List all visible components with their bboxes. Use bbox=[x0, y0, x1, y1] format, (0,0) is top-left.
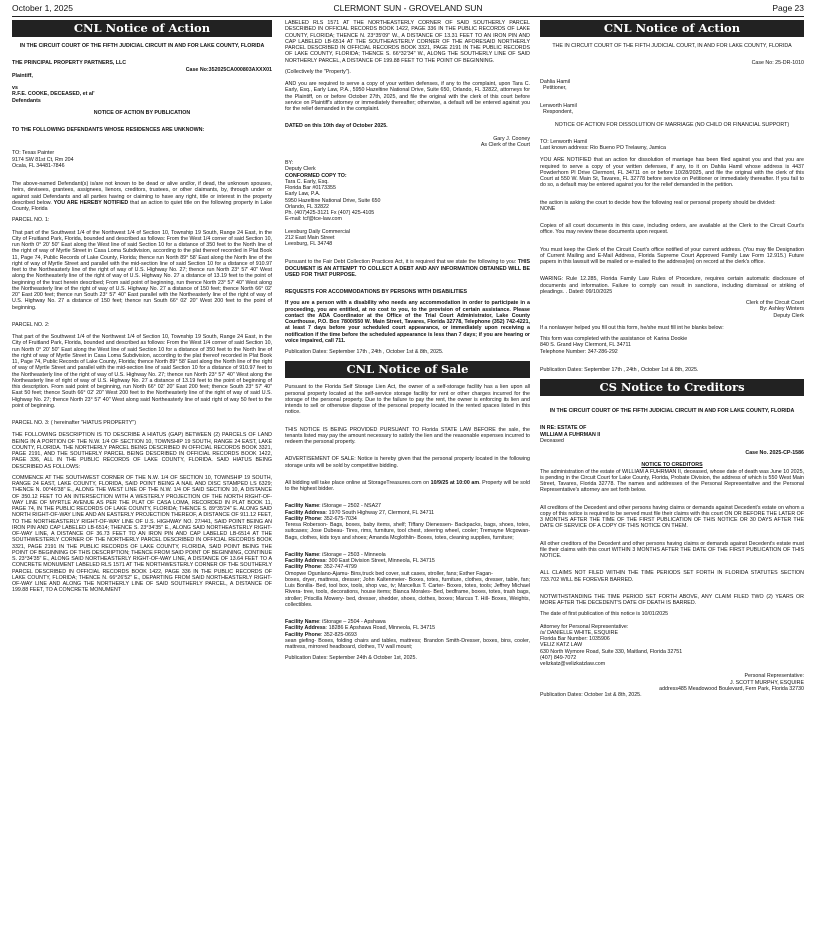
paragraph: the action is asking the court to decide how the following real or personal property should be divided: bbox=[540, 199, 776, 206]
paragraph: YOU ARE NOTIFIED that an action for dissolution of marriage has been filed against you and that you are required to serve a copy of your written defenses, if any, to it on Dahlia Hamil whose address is 4437 Powderhorn Pl Drive Clermont, FL 34711 on or before 10/28/2025, and file the original with the clerk of this Court at 550 W. Main St, Tavares, FL 32778 before service on Petitioner or immediately thereafter. If you fail to do so, a default may be entered against you for the relief demanded in the petition. bbox=[540, 157, 804, 189]
case-number: Case No: 25-DR-1010 bbox=[751, 60, 804, 67]
attorney-line: Florida Bar Number: 1035906 bbox=[540, 636, 610, 642]
ada-title: REQUESTS FOR ACCOMMODATIONS BY PERSONS WITH DISABILITIES bbox=[285, 289, 468, 295]
address-line: Orlando, FL 32822 bbox=[285, 203, 329, 210]
address-line: Early Law, P.A. bbox=[285, 191, 321, 198]
publication-dates: Publication Dates: September 17th , 24th , October 1st & 8th, 2025. bbox=[285, 349, 444, 355]
attorney-line: (407) 849-7072 bbox=[540, 654, 577, 661]
tenant-list: Teresa Roberson- Bags, boxes, baby items, shelf; Tiffany Dienessen- Backpacks, bags, shoes, totes, suitcases; Jose Dubeau- Tires, rims, furniture, tool chest, steering wheel, cooler; Tremayne Mcgowan- Bags, clothes, kids toys and shoes; Amanda Mcglothlin- Boxes, totes, cleaning supplies, furniture; bbox=[285, 522, 530, 541]
attorney-line: 630 North Wymore Road, Suite 330, Maitland, Florida 32751 bbox=[540, 648, 683, 655]
attorney-line: VELIZ KATZ LAW bbox=[540, 642, 583, 649]
parcel-heading: PARCEL NO. 2: bbox=[12, 321, 50, 328]
paragraph: ADVERTISEMENT OF SALE: Notice is hereby given that the personal property located in the following storage units will be sold by competitive bidding. bbox=[285, 456, 530, 469]
paragraph: The above-named Defendant(s) is/are not known to be dead or alive and/or, if dead, the unknown spouses, heirs, devisees, grantees, assignees, lienors, creditors, trustees, or other claimants, by, through under or against said Defendants and all parties having or claiming to have any right, title or interest in the property described below. YOU ARE HEREBY NOTIFIED that an action to quiet title on the following property in Lake County, Florida bbox=[12, 181, 272, 212]
to-address-line: Ocala, FL 34481-7846 bbox=[12, 162, 65, 169]
court-heading: IN THE CIRCUIT COURT OF THE FIFTH JUDICIAL CIRCUIT IN AND FOR LAKE COUNTY, FLORIDA bbox=[19, 43, 265, 49]
clerk-line: Clerk of the Circuit Court bbox=[746, 300, 804, 306]
signer-title: As Clerk of the Court bbox=[480, 141, 530, 148]
address-line: Leesburg Daily Commercial bbox=[285, 228, 351, 235]
attorney-line: Attorney for Personal Representative: bbox=[540, 623, 629, 630]
address-line: 5950 Hazeltine National Drive, Suite 650 bbox=[285, 197, 381, 204]
facility-address: Facility Address: 18286 E Apshawa Road, Minneola, FL 34715 bbox=[285, 625, 436, 632]
notice-of-action-banner: CNL Notice of Action bbox=[12, 20, 272, 37]
dated-line: DATED on this 10th day of October 2025. bbox=[285, 123, 388, 130]
parcel-text: THE FOLLOWING DESCRIPTION IS TO DESCRIBE A HIATUS (GAP) BETWEEN (2) PARCELS OF LAND BEING IN A PORTION OF THE N.W. 1/4 OF SECTION 10, TOWNSHIP 19 SOUTH, RANGE 24 EAST, LAKE COUNTY, FLORIDA. THE NORTHERLY PARCEL BEING DESCRIBED IN OFFICIAL RECORDS BOOK 3321, PAGE 2191, AND THE SOUTHERLY PARCEL BEING DESCRIBED IN OFFICIAL RECORDS BOOK 1422, PAGE 336, ALL IN THE PUBLIC RECORDS OF LAKE COUNTY, FLORIDA. SAID HIATUS BEING DESCRIBED AS FOLLOWS: bbox=[12, 432, 272, 470]
address-line: Ph. (407)425-3121 Fx (407) 425-4105 bbox=[285, 210, 375, 216]
paragraph: AND you are required to serve a copy of your written defenses, if any to the complaint, upon Tara C. Early, Esq., Early Law, P.A., 5950 Hazeltine National Drive, Suite 650, Orlando, FL 32822, attorneys for the Plaintiff, on or before October 27th, 2025, and file the original with the clerk of this court before service on Plaintiff's attorney or immediately thereafter; otherwise, a default will be entered against you for the relief demanded in the complaint. bbox=[285, 81, 530, 112]
header-rule bbox=[12, 16, 804, 17]
facility-address: Facility Address: 1970 South Highway 27, Clermont, FL 34711 bbox=[285, 509, 435, 516]
deceased-label: Deceased bbox=[540, 437, 564, 444]
first-publication: The date of first publication of this notice is 10/01/2025 bbox=[540, 611, 669, 618]
paragraph: All bidding will take place online at StorageTreasures.com on 10/9/25 at 10:00 am. Property will be sold to the highest bidder. bbox=[285, 479, 531, 492]
address-line: Tara C. Early, Esq. bbox=[285, 178, 329, 185]
petitioner-label: Petitioner, bbox=[543, 84, 567, 91]
by-line: By: Ashley Winters bbox=[759, 306, 804, 313]
paragraph: All creditors of the Decedent and other persons having claims or demands against Decedent's estate on whom a copy of this notice is required to be served must file their claims with this court ON OR BEFORE THE LATER OF 3 MONTHS AFTER THE TIME OF THE FIRST PUBLICATION OF THIS NOTICE OR 30 DAYS AFTER THE DATE OF SERVICE OF A COPY OF THIS NOTICE ON THEM. bbox=[540, 504, 804, 530]
column-3 bbox=[540, 20, 804, 698]
publication-dates: Publication Dates: September 24th & October 1st, 2025. bbox=[285, 655, 417, 662]
defendants-label: Defendants bbox=[12, 97, 41, 104]
decedent-name: WILLIAM A FUHRMAN II bbox=[540, 431, 601, 438]
paragraph: (Collectively the "Property"). bbox=[285, 68, 351, 75]
by-line: BY: bbox=[285, 160, 294, 166]
facility-phone: Facility Phone: 352-675-7034 bbox=[285, 515, 357, 522]
notice-of-sale-banner: CNL Notice of Sale bbox=[285, 361, 530, 378]
paragraph: LABELED RLS 1571 AT THE NORTHEASTERLY CORNER OF SAID SOUTHERLY PARCEL DESCRIBED IN OFFICIAL RECORDS BOOK 1422, PAGE 336 IN THE PUBLIC RECORDS OF LAKE COUNTY, FLORIDA; THENCE N. 23°35'09" W., A DISTANCE OF 13.31 FEET TO AN IRON PIN AND CAP LABELED LB-6514 AT THE SOUTHEASTERLY CORNER OF THE AFORESAID NORTHERLY PARCEL DESCRIBED IN OFFICIAL RECORDS BOOK 3321, PAGE 2191 IN THE PUBLIC RECORDS OF LAKE COUNTY, FLORIDA; THENCE S. 66°32'34" W., ALONG THE SOUTHERLY LINE OF SAID NORTHERLY PARCEL, A DISTANCE OF 199.88 FEET TO THE POINT OF BEGINNING. bbox=[285, 20, 530, 64]
publication-dates: Publication Dates: October 1st & 8th, 2025. bbox=[540, 692, 642, 698]
personal-rep-name: J. SCOTT MURPHY, ESQUIRE bbox=[730, 679, 804, 686]
facility-address: Facility Address: 300 East Division Street, Minneola, FL 34715 bbox=[285, 558, 435, 564]
paragraph: You must keep the Clerk of the Circuit Court's office notified of your current address. (You may file Designation of Current Mailing and E-Mail Address, Florida Supreme Court Approved Family Law Form 12.915.) Future papers in this lawsuit will be mailed or e-mailed to the address(es) on record at the clerk's office. bbox=[540, 246, 804, 265]
last-known-address: Last known address: Rio Bueno PO Trelawny, Jamica bbox=[540, 145, 666, 151]
case-number: Case No. 2025-CP-1586 bbox=[745, 450, 804, 456]
to-address-line: 9174 SW 81st Ct, Rm 204 bbox=[12, 156, 74, 163]
paragraph: If a nonlawyer helped you fill out this form, he/she must fill int he blanks below: bbox=[540, 324, 724, 331]
versus: vs bbox=[12, 85, 18, 91]
paragraph: WARING: Rule 12.285, Florida Family Law Rules of Procedure, requires certain automatic disclosure of documents and information. Failure to comply can result in sanctions, including dismissal or striking of pleadings. . Dated: 09/10/2025 bbox=[540, 276, 804, 295]
assistance-line: This form was completed with the assistance of: Karina Dookie bbox=[540, 336, 688, 342]
court-heading: THE IN CIRCUIT COURT OF THE FIFTH JUDICIAL COURT, IN AND FOR LAKE COUNTY, FLORIDA bbox=[552, 43, 792, 49]
paragraph: All other creditors of the Decedent and other persons having claims or demands against Decedent's estate must file their claims with this court WITHIN 3 MONTHS AFTER THE DATE OF THE FIRST PUBLICATION OF THIS NOTICE. bbox=[540, 540, 804, 559]
facility-name: Facility Name: iStorage – 2502 - NSA27 bbox=[285, 503, 381, 510]
assistance-line: 840 S. Grand Hwy Clermont, FL 34711 bbox=[540, 342, 631, 349]
newspaper-name: CLERMONT SUN - GROVELAND SUN bbox=[333, 3, 483, 13]
personal-rep-label: Personal Representative: bbox=[744, 673, 804, 680]
court-heading: IN THE CIRCUIT COURT OF THE FIFTH JUDICIAL CIRCUIT IN AND FOR LAKE COUNTY, FLORIDA bbox=[549, 408, 795, 414]
column-1 bbox=[12, 20, 272, 599]
conformed-copy: CONFORMED COPY TO: bbox=[285, 172, 347, 179]
attorney-line: velizkatz@velizkatzlaw.com bbox=[540, 661, 606, 667]
respondent-name: Lenworth Hamil bbox=[540, 103, 577, 109]
assistance-line: Telephone Number: 347-286-292 bbox=[540, 348, 618, 355]
parcel-heading: PARCEL NO. 1: bbox=[12, 217, 50, 224]
parcel-text: That part of the Southwest 1/4 of the Northwest 1/4 of Section 10, Township 19 South, Range 24 East, in the City of Fruitland Park, Florida, bounded and described as follows: From the West 1/4 corner of said Section 10, run North 0° 20' 50" East along the West line of said Section 10 for a distance of 350 feet to the North line of the right of way of Myrtle Street in Casa Loma Subdivision, according to the plat thereof recorded in Plat Book 11, Page 74, Public Records of Lake County, Florida; thence run North 89° 58' East along the North line of the right of way of Myrtle Street and parallel with the mid-section line of said Section 10 for a distance of 910.97 feet to the Northeasterly line of the right of way of U.S. Highway No. 27; thence run North 23° 57' 40" West along the Northeasterly line of the right of way of U.S. Highway No. 27 a distance of 13.19 feet to the point of beginning of the tract herein described; From said point of beginning, run thence North 23° 57' 40" West along the Northeasterly line of the right of way of U.S. Highway No. 27 a distance of 150 feet; thence North 66° 02' 20" East 200 feet; thence run South 23° 57' 40" East parallel with the Northeasterly line of the right of way of U.S. Highway No. 27 a distance of 150 feet; thence run South 66° 02' 20" West 200 feet to the point of beginning. bbox=[12, 229, 272, 311]
ada-paragraph: If you are a person with a disability who needs any accommodation in order to participate in a proceeding, you are entitled, at no cost to you, to the provision of certain assistance. Please contact the ADA Coordinator at the Office of the Trial Court Administrator, Lake County Courthouse, P.O. Box 7800/550 W. Main Street, Tavares, Florida 32778, Telephone (352) 742-4221, at least 7 days before your scheduled court appearance, or immediately upon receiving a notification if the time before the scheduled appearance is less than 7 days; if you are hearing or voice impaired, call 711. bbox=[285, 300, 530, 344]
paragraph: Copies of all court documents in this case, including orders, are available at the Clerk to the Circuit Court's office. You may review these documents upon request. bbox=[540, 223, 804, 236]
address-line: Leesburg, FL 34748 bbox=[285, 241, 333, 247]
to-following: TO THE FOLLOWING DEFENDANTS WHOSE RESIDENCES ARE UNKNOWN: bbox=[12, 127, 205, 133]
defendant-name: R.F.E. COOKE, DECEASED, et al' bbox=[12, 91, 95, 98]
facility-phone: Facility Phone: 352-747-4799 bbox=[285, 564, 357, 571]
facility-name: Facility Name: iStorage – 2503 - Minneola bbox=[285, 551, 386, 558]
respondent-label: Respondent, bbox=[543, 109, 574, 116]
paragraph: THIS NOTICE IS BEING PROVIDED PURSUANT TO Florida STATE LAW BEFORE the sale, the tenants listed may pay the amount necessary to satisfy the lien and the reasonable expenses incurred to redeem the personal property. bbox=[285, 426, 530, 445]
notice-to-creditors-banner: CS Notice to Creditors bbox=[540, 379, 804, 396]
issue-date: October 1, 2025 bbox=[12, 3, 73, 13]
to-address-line: TO: Texas Painter bbox=[12, 150, 55, 157]
facility-phone: Facility Phone: 352-825-0693 bbox=[285, 631, 357, 638]
facility-name: Facility Name: iStorage – 2504 - Apshawa bbox=[285, 619, 386, 625]
notice-of-action-banner: CNL Notice of Action bbox=[540, 20, 804, 37]
to-line: TO: Lenworth Hamil bbox=[540, 138, 588, 145]
paragraph: Pursuant to the Florida Self Storage Lien Act, the owner of a self-storage facility has a lien upon all personal property located at the self-service storage facility for rent or other charges incurred for the storage of the personal property. Due to the failure to pay the rent, the owner is enforcing its lien and intends to sell or otherwise dispose of the personal property located in the rented spaces listed in this notice. bbox=[285, 384, 530, 416]
page-number: Page 23 bbox=[772, 3, 804, 13]
tenant-list: Omopwe Ogunlano-Ajamu- Bins,truck bed cover, suit cases, stroller, fans; Esther Fagan- bbox=[285, 570, 493, 577]
attorney-line: /s/ DANIELLE WHITE, ESQUIRE bbox=[540, 629, 618, 636]
parcel-heading: PARCEL NO. 3: ( hereinafter "HIATUS PROPERTY") bbox=[12, 420, 136, 426]
address-line: E-mail: tcf@tce-law.com bbox=[285, 216, 342, 223]
plaintiff-label: Plaintiff, bbox=[12, 72, 33, 79]
paragraph: The administration of the estate of WILLIAM A FUHRMAN II, deceased, whose date of death was June 10 2025, is pending in the Circuit Court for Lake County, Florida, Probate Division, the address of which is 550 West Main Street, Tavares, Florida 32778. The names and addresses of the Personal Representative and the Personal Representative's attorney are set forth below. bbox=[540, 468, 804, 494]
column-2 bbox=[285, 20, 530, 662]
notice-title: NOTICE OF ACTION BY PUBLICATION bbox=[93, 109, 191, 116]
deputy-line: Deputy Clerk bbox=[285, 166, 316, 173]
deputy-line: Deputy Clerk bbox=[773, 312, 804, 319]
notice-title: NOTICE OF ACTION FOR DISSOLUTION OF MARRIAGE (NO CHILD OR FINANCIAL SUPPORT) bbox=[554, 121, 790, 128]
tenant-list: sean giefing- Boxes, folding chairs and tables, mattress; Brandon Smith-Dresser, boxes, bins, cooler, mattress, mirrored headboard, clothes, TV wall mount; bbox=[285, 637, 530, 650]
notice-title: NOTICE TO CREDITORS bbox=[641, 462, 703, 469]
parcel-text: That part of the Southwest 1/4 of the Northwest 1/4 of Section 10, Township 19 South, Range 24 East, in the City of Fruitland Park, Florida, bounded and described as follows: From the West 1/4 corner of said Section 10, run North 0° 20' 50" East along the West line of said Section 10 for a distance of 350 feet to the North line of the right of way of Myrtle Street in Casa Loma Subdivision, according to the plat thereof recorded in Plat Book 11, Page 74, Public Records of Lake County, Florida; thence North 89° 58' East along the North line of the right of way of Myrtle Street and parallel with the mid-section line of said Section 10 for a distance of 910.97 feet to the Northeasterly line of the right of way of U.S. Highway No. 27; thence run North 23° 57' 40" West along the Northeasterly line of right of way of U.S. Highway No. 27 a distance of 13.19 feet to the point of beginning of this description. From said point of beginning, run North 66° 02' 20" East 200 feet; thence South 23° 57' 40" East 50 feet; thence South 66° 02' 20" West 200 feet to the Northeasterly line of the right of way of said U.S. Highway No. 27; thence North 23° 57' 40" West along said Northeasterly line of said right of way 50 feet to the point of beginning. bbox=[12, 334, 272, 409]
tenant-list: boxes, dryer, mattress, dresser; John Kaltenmeier- Boxes, totes, furniture, clothes, dresser, table, fan; Luis Bonilla- Bed, tool box, tools, shop vac, tv; Marcellus T. Carter- Boxes, totes, tools; Jeffrey Michael Rivera- tree, tools, decorations, house items; Bianca Morales- Bed, bedframe, boxes, totes, trash bags, stroller; Priscilla Mowery- bed, dresser, shedder, shoes, clothes, boxes; Marcus T. Hill- Boxes, Weights, collectibles. bbox=[285, 576, 530, 608]
estate-of: IN RE: ESTATE OF bbox=[540, 425, 587, 432]
case-number: Case No:352025CA000803AXXX01 bbox=[185, 66, 272, 73]
page-header bbox=[12, 3, 804, 17]
address-line: 212 East Main Street bbox=[285, 234, 335, 241]
signer-name: Gary J. Cooney bbox=[493, 135, 530, 142]
paragraph: NOTWITHSTANDING THE TIME PERIOD SET FORTH ABOVE, ANY CLAIM FILED TWO (2) YEARS OR MORE AFTER THE DECEDENT'S DATE OF DEATH IS BARRED. bbox=[540, 593, 804, 606]
fdcpa-paragraph: Pursuant to the Fair Debt Collection Practices Act, it is required that we state the following to you: THIS DOCUMENT IS AN ATTEMPT TO COLLECT A DEBT AND ANY INFORMATION OBTAINED WILL BE USED FOR THAT PURPOSE. bbox=[285, 259, 530, 278]
plaintiff-name: THE PRINCIPAL PROPERTY PARTNERS, LLC bbox=[12, 60, 127, 67]
publication-dates: Publication Dates: September 17th , 24th , October 1st & 8th, 2025. bbox=[540, 366, 699, 373]
address-line: Florida Bar #0173355 bbox=[285, 185, 336, 191]
personal-rep-address: address485 Meadowood Boulevard, Fern Park, Florida 32730 bbox=[659, 685, 804, 692]
petitioner-name: Dahlia Hamil bbox=[540, 78, 571, 85]
paragraph: ALL CLAIMS NOT FILED WITHIN THE TIME PERIODS SET FORTH IN FLORIDA STATUTES SECTION 733.702 WILL BE FOREVER BARRED. bbox=[540, 570, 804, 583]
parcel-text: COMMENCE AT THE SOUTHWEST CORNER OF THE N.W. 1/4 OF SECTION 10, TOWNSHIP 19 SOUTH, RANGE 24 EAST, LAKE COUNTY, FLORIDA, SAID POINT BEING A NAIL AND DISC STAMPED LS 6329; THENCE N. 00°46'38" E., ALONG THE WEST LINE OF THE N.W. 1/4 OF SAID SECTION 10, A DISTANCE OF 350.12 FEET TO AN INTERSECTION WITH A WESTERLY PROJECTION OF THE NORTH RIGHT-OF-WAY LINE OF MYRTLE AVENUE AS PER THE PLAT OF CASA LOMA, RECORDED IN PLAT BOOK 11, PAGE 74, IN THE PUBLIC RECORDS OF LAKE COUNTY, FLORIDA; THENCE S. 89°35'24" E. ALONG SAID NORTH RIGHT-OF-WAY LINE AND AN EASTERLY PROJECTION THEREOF, A DISTANCE OF 911.12 FEET, TO THE NORTHEASTERLY RIGHT-OF-WAY LINE OF U.S. HIGHWAY NO. 27/441, SAID POINT BEING AN IRON PIN AND CAP LABELED LB-6514; THENCE S. 23°34'35" E., ALONG SAID NORTHEASTERLY RIGHT-OF-WAY LINE, A DISTANCE OF 36.73 FEET TO AN IRON PIN AND CAP LABELED LB-6514 AT THE SOUTHWESTERLY CORNER OF THE NORTHERLY PARCEL DESCRIBED IN OFFICIAL RECORDS BOOK 3321, PAGE 2191 IN THE PUBLIC RECORDS OF LAKE COUNTY, FLORIDA, SAID POINT BEING THE POINT OF BEGINNING OF THIS DESCRIPTION; THENCE FROM SAID POINT OF BEGINNING, CONTINUE S. 23°34'35" E., ALONG SAID NORTHEASTERLY RIGHT-OF-WAY LINE, A DISTANCE OF 13.64 FEET TO A CONCRETE MONUMENT LABELED RLS 1571 AT THE NORTHWESTERLY CORNER OF THE SOUTHERLY PARCEL DESCRIBED IN OFFICIAL RECORDS BOOK 1422, PAGE 336 IN THE PUBLIC RECORDS OF LAKE COUNTY, FLORIDA; THENCE N. 66°26'52" E., DEPARTING FROM SAID NORTHEASTERLY RIGHT-OF-WAY LINE AND ALONG THE NORTHERLY LINE OF SAID SOUTHERLY PARCEL, A DISTANCE OF 199.88 FEET, TO A CONCRETE MONUMENT bbox=[12, 474, 272, 594]
paragraph: NONE bbox=[540, 205, 556, 212]
